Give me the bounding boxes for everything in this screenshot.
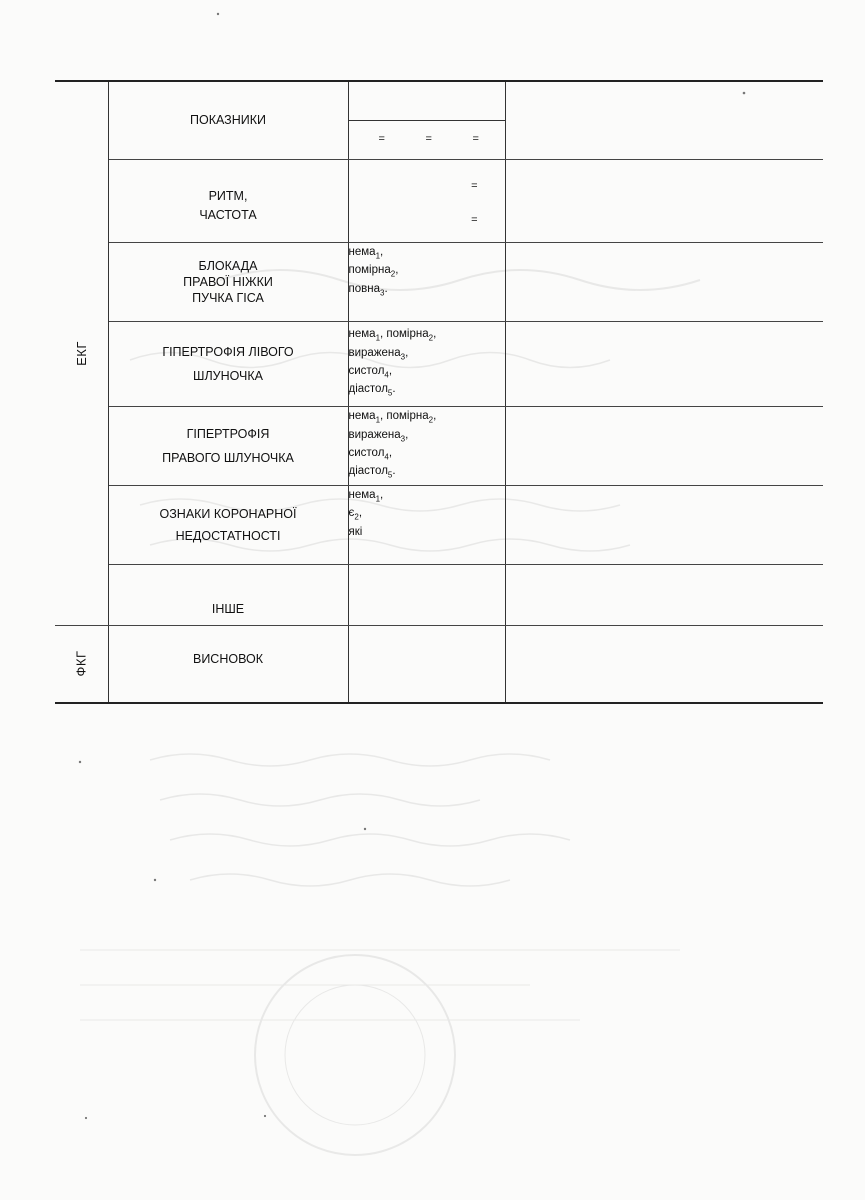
section-fkg-label: ФКГ <box>73 650 89 677</box>
row-vysnovok <box>55 626 823 704</box>
value-hlv[interactable] <box>505 322 823 407</box>
label-blokada: БЛОКАДА ПРАВОЇ НІЖКИ ПУЧКА ГІСА <box>108 243 348 322</box>
pokaznyky-lower-cell <box>349 121 505 159</box>
options-blokada <box>348 243 505 322</box>
options-hlv <box>348 322 505 407</box>
options-koronar <box>348 486 505 565</box>
row-inshe <box>55 565 823 626</box>
row-ritm <box>55 160 823 243</box>
section-ekg-label: ЕКГ <box>73 340 89 366</box>
option-text: виражена$_3$, <box>348 346 409 361</box>
equals-mark: = <box>378 133 385 145</box>
option-text: які <box>348 525 363 538</box>
equals-mark: = <box>472 133 479 145</box>
section-fkg <box>55 626 108 704</box>
equals-mark: = <box>471 180 478 192</box>
value-inshe[interactable] <box>505 565 823 626</box>
label-ritm: РИТМ, ЧАСТОТА <box>108 160 348 243</box>
label-koronar: ОЗНАКИ КОРОНАРНОЇ НЕДОСТАТНОСТІ <box>108 486 348 565</box>
value-pokaznyky[interactable] <box>505 81 823 160</box>
value-hpv[interactable] <box>505 407 823 486</box>
label-pokaznyky: ПОКАЗНИКИ <box>108 81 348 160</box>
option-text: нема$_1$, помірна$_2$, <box>348 410 437 425</box>
label-vysnovok: ВИСНОВОК <box>108 626 348 704</box>
option-text: нема$_1$, <box>348 246 384 261</box>
equals-mark: = <box>425 133 432 145</box>
row-hlv <box>55 322 823 407</box>
options-ritm <box>348 160 505 243</box>
pokaznyky-upper-cell <box>349 82 505 121</box>
option-text: нема$_1$, <box>348 489 384 504</box>
value-blokada[interactable] <box>505 243 823 322</box>
options-hpv <box>348 407 505 486</box>
option-text: $є_2$, <box>348 507 363 522</box>
option-text: виражена$_3$, <box>348 428 409 443</box>
row-pokaznyky <box>55 81 823 160</box>
option-text: систол$_4$, <box>348 365 393 380</box>
section-ekg <box>55 81 108 626</box>
options-inshe <box>348 565 505 626</box>
value-vysnovok[interactable] <box>505 626 823 704</box>
option-text: систол$_4$, <box>348 447 393 462</box>
value-koronar[interactable] <box>505 486 823 565</box>
row-hpv <box>55 407 823 486</box>
label-inshe: ІНШЕ <box>108 565 348 626</box>
label-hpv: ГІПЕРТРОФІЯ ПРАВОГО ШЛУНОЧКА <box>108 407 348 486</box>
equals-mark: = <box>471 214 478 226</box>
option-text: діастол$_5$. <box>348 383 396 398</box>
option-text: повна$_3$. <box>348 282 388 297</box>
ecg-form-table <box>55 80 823 704</box>
value-ritm[interactable] <box>505 160 823 243</box>
option-text: помірна$_2$, <box>348 264 399 279</box>
option-text: нема$_1$, помірна$_2$, <box>348 328 437 343</box>
row-koronar <box>55 486 823 565</box>
option-text: діастол$_5$. <box>348 465 396 480</box>
options-pokaznyky <box>348 81 505 160</box>
label-hlv: ГІПЕРТРОФІЯ ЛІВОГО ШЛУНОЧКА <box>108 322 348 407</box>
options-vysnovok <box>348 626 505 704</box>
row-blokada <box>55 243 823 322</box>
